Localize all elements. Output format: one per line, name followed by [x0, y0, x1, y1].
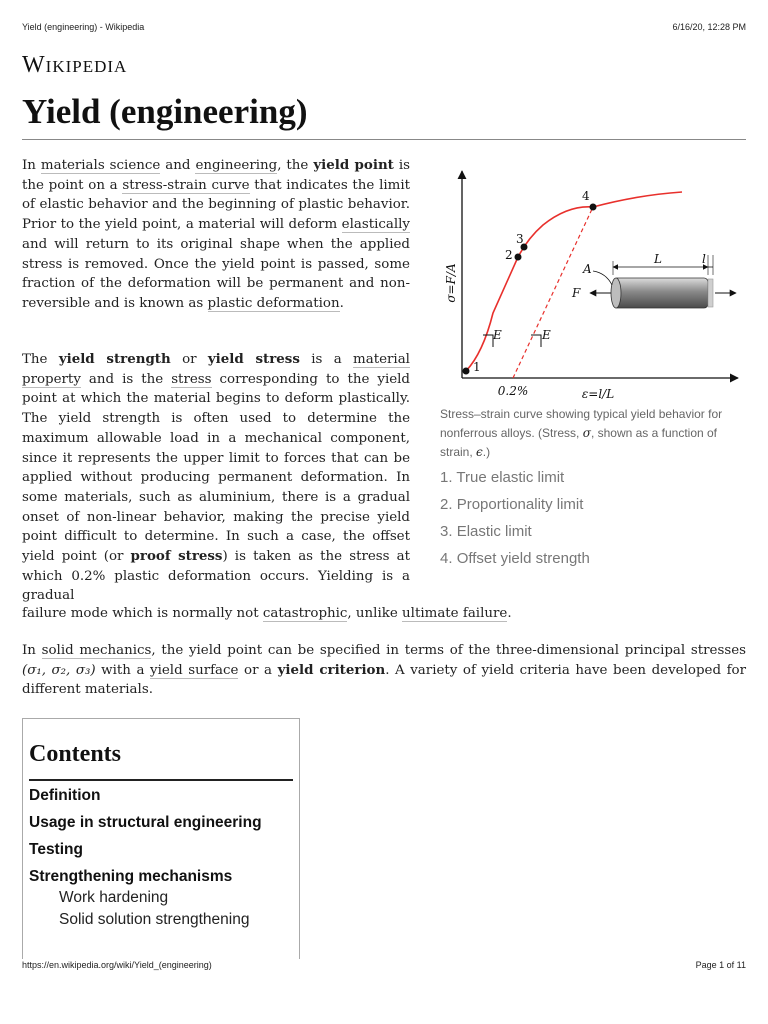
specimen-rod — [613, 278, 708, 308]
legend-item: 4. Offset yield strength — [440, 550, 590, 567]
link-engineering[interactable]: engineering — [195, 158, 278, 173]
link-material-property[interactable]: material property — [22, 352, 410, 387]
toc-item-usage[interactable]: Usage in structural engineering — [29, 814, 262, 831]
link-catastrophic[interactable]: catastrophic — [262, 606, 348, 621]
page-title: Yield (engineering) — [22, 92, 308, 131]
wikipedia-wordmark-logo[interactable]: Wikipedia — [22, 52, 128, 78]
link-solid-mechanics[interactable]: solid mechanics — [41, 643, 152, 658]
link-yield-surface[interactable]: yield surface — [150, 662, 239, 678]
intro-paragraph-2-end: failure mode which is normally not catastrophic, unlike ultimate failure. — [22, 606, 512, 621]
print-footer — [22, 960, 746, 970]
toc-item-work-hardening[interactable]: Work hardening — [59, 889, 169, 906]
principal-stresses-math: (σ₁, σ₂, σ₃) — [22, 662, 96, 678]
area-leader — [593, 271, 612, 285]
caption-sigma-symbol: σ — [582, 426, 591, 440]
point-4-marker — [590, 204, 597, 211]
link-ultimate-failure[interactable]: ultimate failure — [402, 606, 508, 621]
link-plastic-deformation[interactable]: plastic deformation — [207, 295, 340, 311]
table-of-contents — [22, 718, 300, 959]
print-header — [22, 22, 746, 32]
print-header-title: Yield (engineering) - Wikipedia — [22, 22, 145, 32]
specimen-end-face — [611, 278, 621, 308]
print-header-datetime: 6/16/20, 12:28 PM — [672, 22, 746, 32]
toc-item-definition[interactable]: Definition — [29, 787, 101, 804]
toc-item-testing[interactable]: Testing — [29, 841, 83, 858]
point-2-marker — [515, 254, 522, 261]
point-1-label: 1 — [473, 360, 481, 374]
specimen-length-label: L — [654, 252, 662, 266]
offset-line — [513, 207, 593, 378]
link-stress[interactable]: stress — [171, 371, 212, 387]
slope-label-elastic: E — [493, 328, 502, 342]
term-yield-criterion: yield criterion — [277, 661, 386, 678]
legend-item: 1. True elastic limit — [440, 469, 565, 486]
term-yield-stress: yield stress — [207, 351, 300, 367]
toc-divider — [29, 779, 293, 781]
term-yield-strength: yield strength — [58, 351, 171, 367]
link-elastically[interactable]: elastically — [341, 217, 410, 233]
legend-item: 2. Proportionality limit — [440, 496, 584, 513]
y-axis-label: σ=F/A — [444, 263, 458, 303]
specimen-area-label: A — [583, 262, 592, 276]
intro-paragraph-1: In materials science and engineering, the yield point is the point on a stress-strain curve that indicates the limit of elastic behavior and the beginning of plastic behavior. Prior to the yield point, a material will deform elastically and will return to its original shape when the applied stress is removed. Once the yield point is passed, some fraction of the deformation will be permanent and non-reversible and is known as plastic deformation. — [22, 157, 411, 311]
tensile-specimen — [571, 252, 736, 308]
link-materials-science[interactable]: materials science — [40, 158, 161, 173]
point-3-label: 3 — [516, 232, 524, 246]
specimen-force-label: F — [572, 286, 581, 300]
stress-strain-figure[interactable] — [438, 163, 748, 413]
figure-caption: Stress–strain curve showing typical yield behavior for nonferrous alloys. (Stress, σ, shown as a function of strain, ϵ.) — [440, 407, 723, 459]
caption-epsilon-symbol: ϵ — [476, 445, 483, 459]
print-footer-url: https://en.wikipedia.org/wiki/Yield_(engineering) — [22, 960, 212, 970]
specimen-extension-label: l — [702, 252, 706, 266]
slope-label-offset: E — [542, 328, 551, 342]
toc-item-solid-solution[interactable]: Solid solution strengthening — [59, 911, 250, 928]
offset-label: 0.2% — [497, 384, 529, 398]
figure-legend-list — [440, 466, 590, 574]
point-2-label: 2 — [505, 248, 513, 262]
intro-paragraph-3: In solid mechanics, the yield point can be specified in terms of the three-dimensional principal stresses (σ₁, σ₂, σ₃) with a yield surface or a yield criterion. A variety of yield criteria have been developed for different materials. — [22, 643, 746, 698]
title-divider — [22, 139, 746, 140]
x-axis-label: ε=l/L — [581, 387, 615, 401]
legend-item: 3. Elastic limit — [440, 523, 532, 540]
toc-item-strengthening[interactable]: Strengthening mechanisms — [29, 868, 233, 885]
intro-paragraph-2: The yield strength or yield stress is a material property and is the stress corresponding to the yield point at which the material begins to deform plastically. The yield strength is often used to determine the maximum allowable load in a mechanical component, since it represents the upper limit to forces that can be applied without producing permanent deformation. In some materials, such as aluminium, there is a gradual onset of non-linear behavior, making the precise yield point difficult to determine. In such a case, the offset yield point (or proof stress) is taken as the stress at which 0.2% plastic deformation occurs. Yielding is a gradual — [22, 351, 411, 604]
link-stress-strain-curve[interactable]: stress-strain curve — [122, 177, 250, 193]
point-4-label: 4 — [582, 189, 590, 203]
point-1-marker — [463, 368, 470, 375]
specimen-extension — [708, 279, 713, 307]
term-yield-point: yield point — [313, 157, 394, 173]
toc-title: Contents — [29, 741, 122, 767]
print-footer-page: Page 1 of 11 — [695, 960, 746, 970]
term-proof-stress: proof stress — [130, 548, 223, 565]
